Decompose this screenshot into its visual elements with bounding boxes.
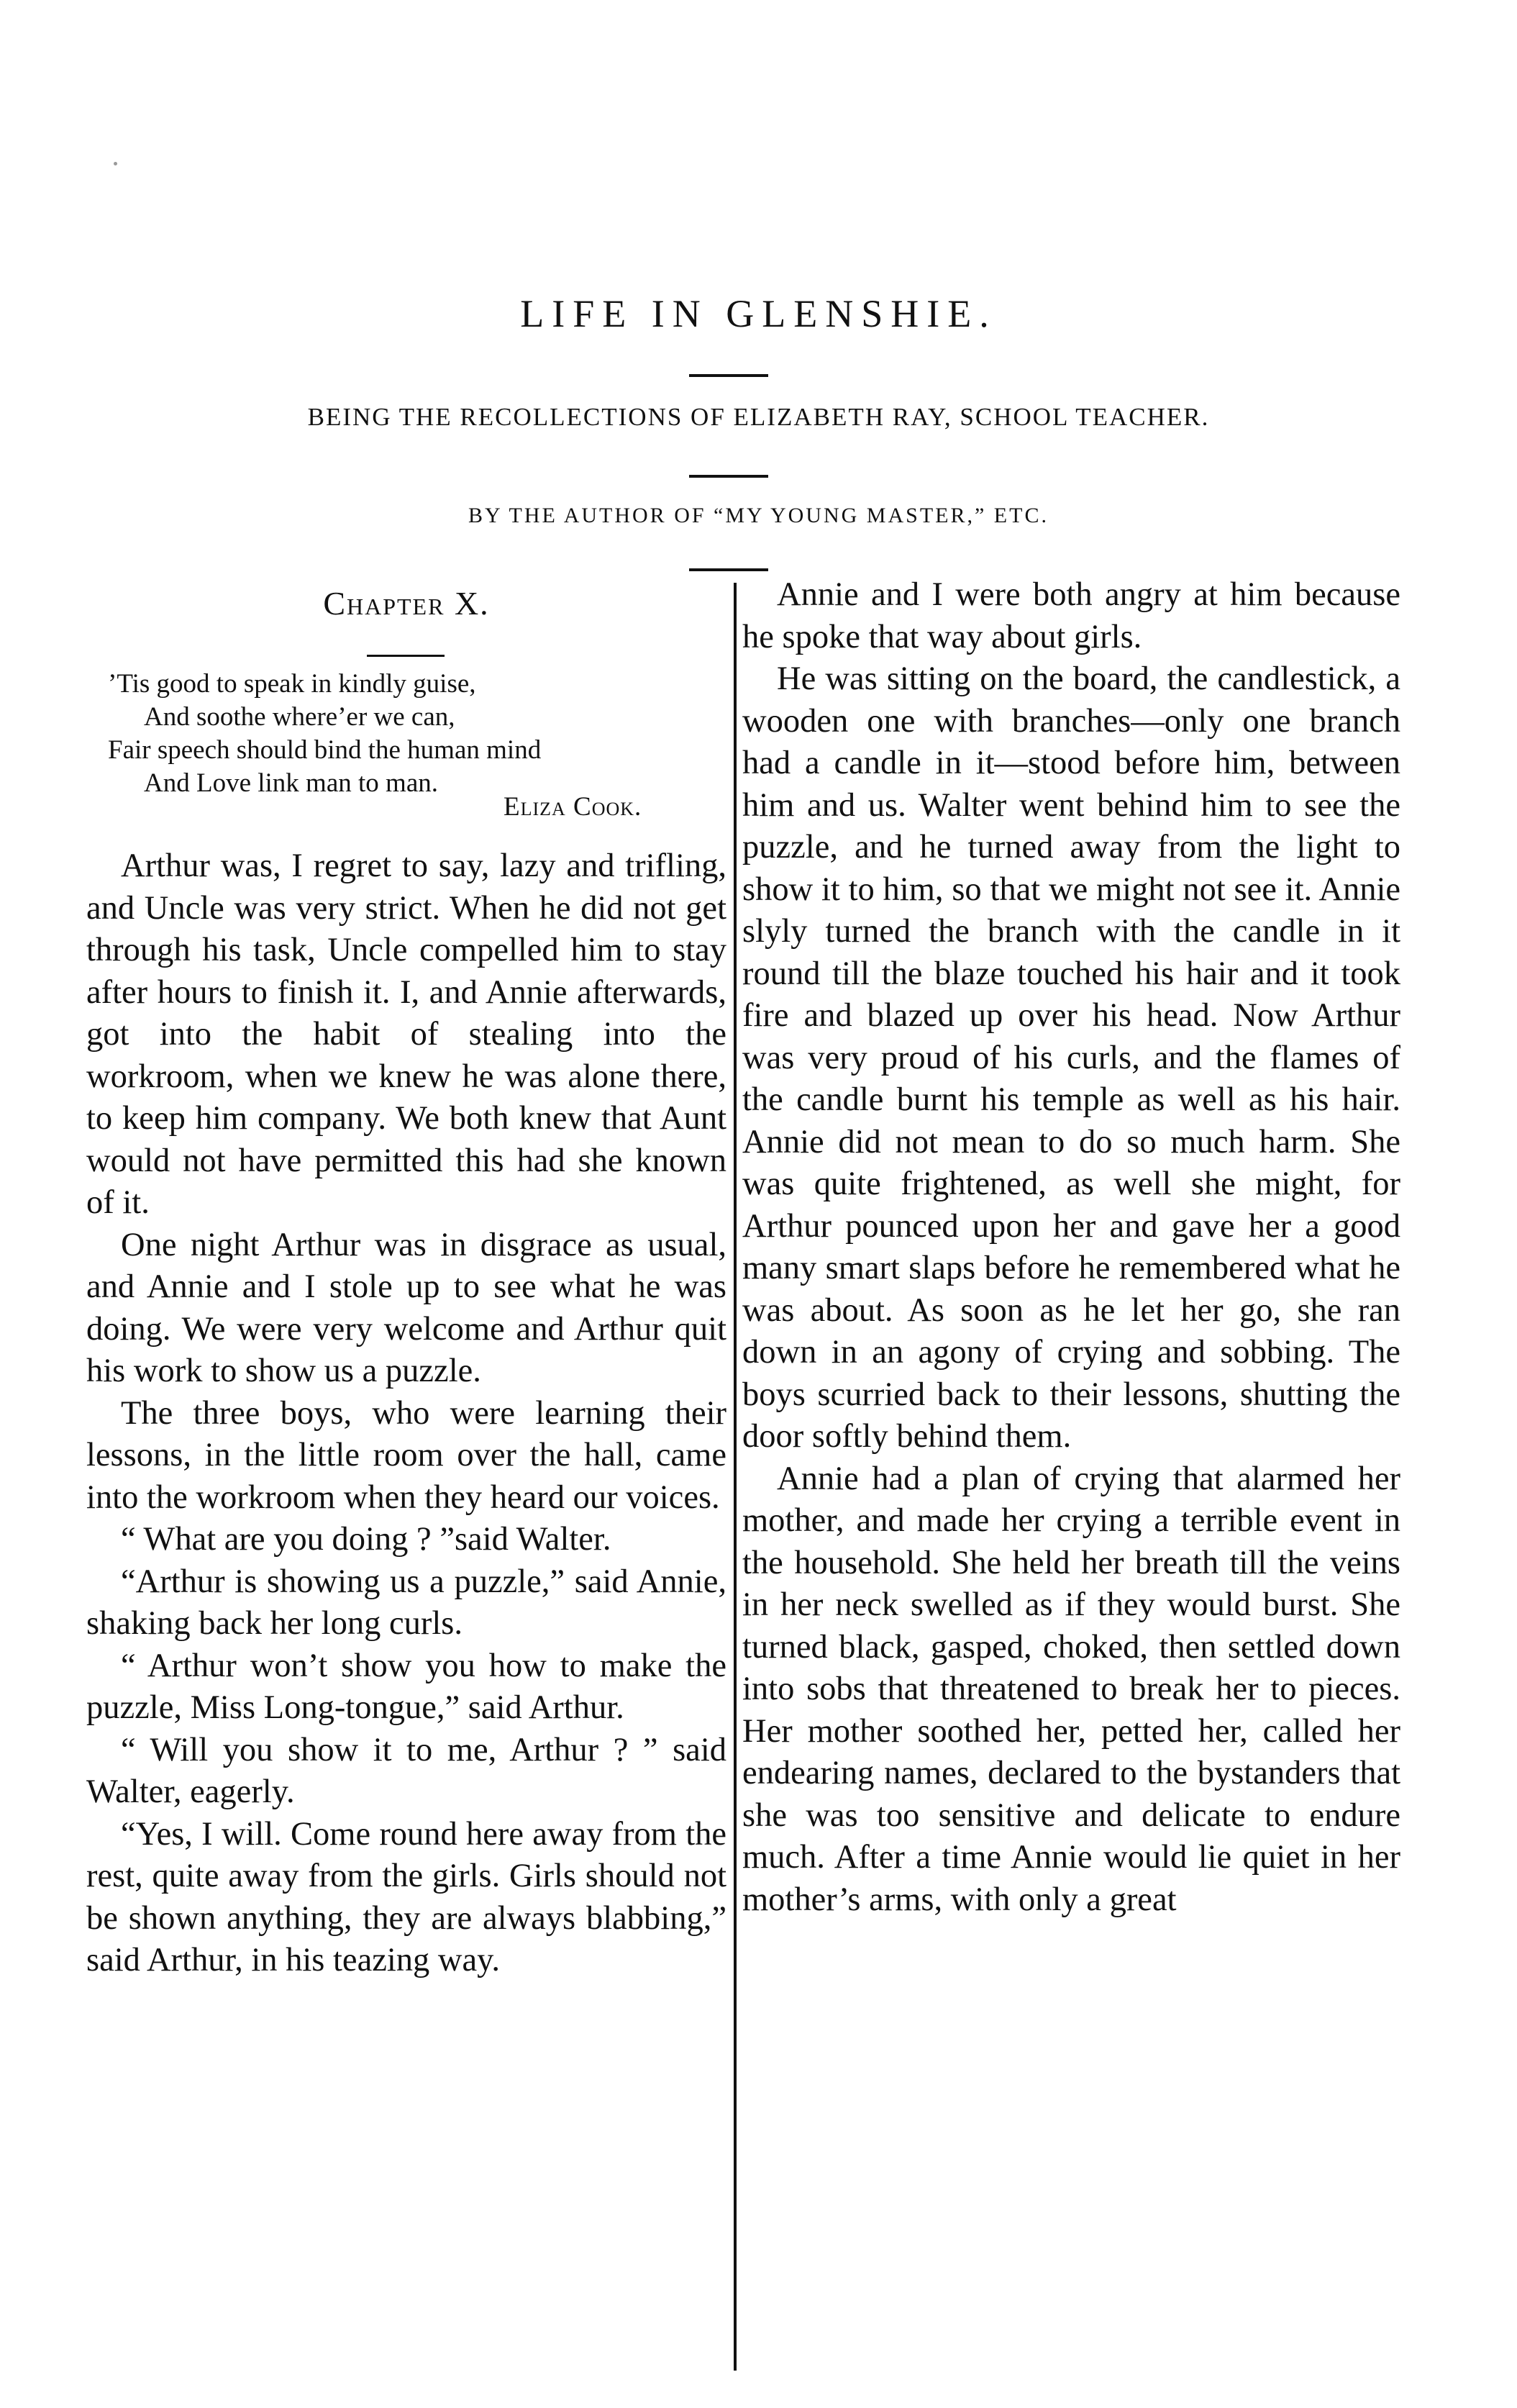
chapter-rule	[367, 655, 445, 657]
paragraph: One night Arthur was in disgrace as usual, and Annie and I stole up to see what he was doing. We were very welcome and Arthur quit his work to show us a puzzle.	[86, 1226, 726, 1389]
paragraph: “ Will you show it to me, Arthur ? ” said Walter, eagerly.	[86, 1731, 726, 1810]
epigraph-line: And soothe where’er we can,	[144, 702, 455, 732]
epigraph	[108, 668, 683, 800]
epigraph-line: Fair speech should bind the human mind	[108, 735, 542, 765]
paper-speck	[114, 162, 117, 165]
paragraph: “Yes, I will. Come round here away from the rest, quite away from the girls. Girls should not be shown anything, they are always blabbing,” said Arthur, in his teazing way.	[86, 1815, 726, 1978]
byline-rule	[689, 568, 768, 571]
page-title: LIFE IN GLENSHIE.	[520, 292, 997, 335]
paragraph: “ Arthur won’t show you how to make the puzzle, Miss Long-tongue,” said Arthur.	[86, 1647, 726, 1726]
column-divider	[734, 583, 737, 2371]
paragraph: He was sitting on the board, the candlestick, a wooden one with branches—only one branch had a candle in it—stood before him, between him and us. Walter went behind him to see the puzzle, and he turned away from the light to show it to him, so that we might not see it. Annie slyly turned the branch with the candle in it round till the blaze touched his hair and it took fire and blazed up over his head. Now Arthur was very proud of his curls, and the flames of the candle burnt his temple as well as his hair. Annie did not mean to do so much harm. She was quite frightened, as well she might, for Arthur pounced upon her and gave her a good many smart slaps before he remembered what he was about. As soon as he let her go, she ran down in an agony of crying and sobbing. The boys scurried back to their lessons, shutting the door softly behind them.	[742, 660, 1400, 1455]
paragraph: Arthur was, I regret to say, lazy and trifling, and Uncle was very strict. When he did not get through his task, Uncle compelled him to stay after hours to finish it. I, and Annie afterwards, got into the habit of stealing into the workroom, when we knew he was alone there, to keep him company. We both knew that Aunt would not have permitted this had she known of it.	[86, 848, 726, 1221]
paragraph: The three boys, who were learning their lessons, in the little room over the hall, came into the workroom when they heard our voices.	[86, 1394, 726, 1516]
author-byline: BY THE AUTHOR OF “MY YOUNG MASTER,” ETC.	[468, 504, 1049, 527]
page-subtitle: BEING THE RECOLLECTIONS OF ELIZABETH RAY, SCHOOL TEACHER.	[307, 403, 1210, 431]
paragraph: Annie had a plan of crying that alarmed her mother, and made her crying a terrible event in the household. She held her breath till the veins in her neck swelled as if they would burst. She turned black, gasped, choked, then settled down into sobs that threatened to break her to pieces. Her mother soothed her, petted her, called her endearing names, declared to the bystanders that she was too sensitive and delicate to endure much. After a time Annie would lie quiet in her mother’s arms, with only a great	[742, 1460, 1400, 1918]
right-column	[742, 574, 1400, 1921]
subtitle-rule	[689, 475, 768, 478]
epigraph-line: And Love link man to man.	[144, 768, 438, 798]
epigraph-line: ’Tis good to speak in kindly guise,	[108, 669, 476, 699]
paragraph: Annie and I were both angry at him because he spoke that way about girls.	[742, 576, 1400, 655]
title-rule	[689, 374, 768, 377]
paragraph: “ What are you doing ? ”said Walter.	[121, 1521, 611, 1558]
left-column	[86, 845, 726, 1982]
paragraph: “Arthur is showing us a puzzle,” said Annie, shaking back her long curls.	[86, 1563, 726, 1642]
epigraph-attribution: Eliza Cook.	[504, 792, 642, 822]
chapter-heading: Chapter X.	[323, 585, 490, 622]
